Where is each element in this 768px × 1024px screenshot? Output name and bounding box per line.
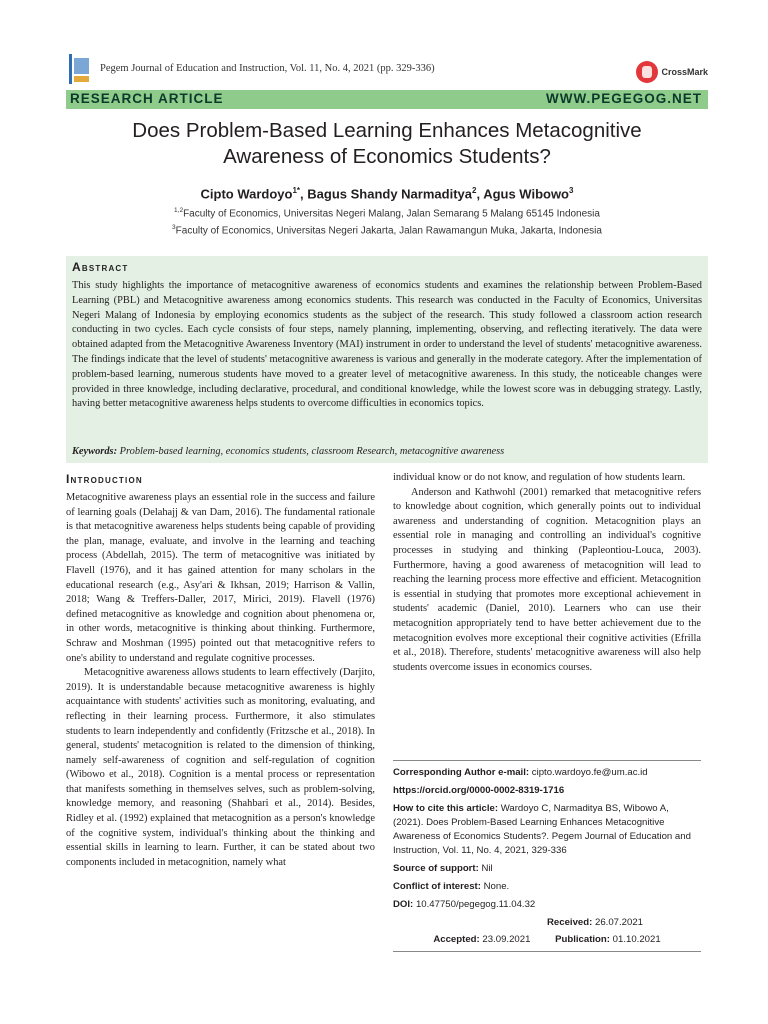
- received-date: [393, 916, 701, 930]
- keywords-text: Problem-based learning, economics students, classroom Research, metacognitive awareness: [119, 446, 505, 457]
- keywords-label: Keywords:: [72, 446, 118, 457]
- email-label: Corresponding Author e-mail:: [393, 767, 530, 778]
- cite-text: Wardoyo C, Narmaditya BS, Wibowo A, (2021). Does Problem-Based Learning Enhances Metacognitive Awareness of Economics Students?. Pegem Journal of Education and Instruction, Vol. 11, No. 4, 2021, 329-336: [393, 803, 691, 856]
- doi-link[interactable]: 10.47750/pegegog.11.04.32: [415, 899, 536, 910]
- body-paragraph: individual know or do not know, and regulation of how students learn.: [393, 472, 686, 483]
- publication-label: Publication:: [555, 934, 610, 945]
- author-sup: 2: [471, 186, 477, 195]
- left-column: [66, 491, 375, 870]
- abstract-heading: Abstract: [72, 260, 129, 274]
- accepted-publication-dates: [393, 933, 701, 947]
- body-paragraph: Metacognitive awareness plays an essential role in the success and failure of learning goals (Delahajj & van Dam, 2016). The fundamental rationale is that metacognitive awareness helps students being capable of providing the plan, manage, evaluate, and involve in the learning and teaching process (Abdellah, 2015). The term of metacognitive was initiated by Flavell (1976), and it has gained attention for many scholars in the educational research (e.g., Asy'ari & Ikhsan, 2019; Harrison & Vallin, 2018; Wang & Treffers-Daller, 2017, Mirici, 2019). Flavell (1976) defined metacognitive as knowledge and cognition about phenomena or, in other words, metacognitive is thinking about thinking. Furthermore, Schraw and Moshman (1995) pointed out that metacognitive refers to one's ability to understand and regulate cognitive processes.: [66, 492, 375, 664]
- received-value: 26.07.2021: [594, 917, 643, 928]
- accepted-value: 23.09.2021: [482, 934, 531, 945]
- body-paragraph: Metacognitive awareness allows students to learn effectively (Darjito, 2019). It is understandable because metacognitive awareness is highly acquaintance with students' activities such as monitoring, evaluating, and reflecting in their learning process. Furthermore, it also stimulates students to learn independently and confidently (Fritzsche et al., 2018). In general, students' metacognition is related to the dimension of thinking, namely self-awareness of cognition and self-regulation of cognition (Wibowo et al., 2018). Cognition is a mental process or representation that manifests something in themselves selves, such as problem-solving, knowledge memory, and reasoning (Shahbari et al., 2014). Besides, Ridley et al. (1992) explained that metacognition as a person's knowledge of the cognitive system, individual's thinking about the thinking and essential skills in learning to learn. Further, it can be stated about two components included in metacognition, namely what: [66, 667, 375, 868]
- orcid-link[interactable]: [393, 784, 701, 798]
- doi-label: DOI:: [393, 899, 414, 910]
- introduction-heading: Introduction: [66, 472, 143, 486]
- right-column: [393, 471, 701, 675]
- journal-citation: Pegem Journal of Education and Instruction, Vol. 11, No. 4, 2021 (pp. 329-336): [100, 63, 435, 74]
- title-line-1: Does Problem-Based Learning Enhances Metacognitive: [132, 119, 642, 142]
- author-name: Agus Wibowo: [483, 186, 570, 202]
- article-title: [66, 118, 708, 170]
- article-banner: [66, 90, 708, 109]
- crossmark-label: CrossMark: [661, 67, 708, 77]
- conflict-value: None.: [483, 881, 510, 892]
- accepted-label: Accepted:: [433, 934, 480, 945]
- author-name: Cipto Wardoyo: [200, 186, 293, 202]
- keywords: [72, 446, 504, 457]
- crossmark-icon: [636, 61, 658, 83]
- affiliation-sup: 1,2: [174, 207, 184, 214]
- abstract-text: This study highlights the importance of metacognitive awareness of economics students and examines the relationship between Problem-Based Learning (PBL) and Metacognitive awareness among economics students. This research was conducted in the Faculty of Economics, Universitas Negeri Malang of Indonesia by employing economics students as the subject of the research. This study followed a classroom action research conducting in two cycles. Each cycle consists of four steps, namely planning, implementing, observing, and reflecting iteratively. The data were obtained adapted from the Metacognitive Awareness Inventory (MAI) instrument in order to understand the level of students' metacognitive awareness. The findings indicate that the level of students' metacognitive awareness is various and generally in the moderate category. After the implementation of problem-based learning, numerous students have moved to a greater level of metacognitive awareness. In this study, the noticeable changes were provided in three knowledge, including declarative, procedural, and conditional knowledge, while the lowest score was in debugging strategy. Lastly, having better metacognitive awareness helps students to overcome difficulties in economics topics.: [72, 280, 702, 410]
- crossmark-badge[interactable]: [636, 58, 708, 86]
- affiliation-sup: 3: [172, 224, 176, 231]
- author-sup: 3: [569, 186, 574, 195]
- doi: [393, 898, 701, 912]
- affiliation: [66, 224, 708, 236]
- source-of-support: [393, 862, 701, 876]
- journal-logo: [66, 52, 92, 86]
- article-info-box: [393, 760, 701, 952]
- body-paragraph: Anderson and Kathwohl (2001) remarked that metacognitive refers to knowledge about cognition, which generally points out to individual awareness and understanding of cognition. Metacognition plays an essential role in managing and controlling an individual's cognitive processes in studying and thinking (Papleontiou-Louca, 2003). Furthermore, having a good awareness of metacognition will lead to reaching the learning process more effective and efficient. Metacognition is essential in studying that promotes more exceptional achievement in students' academic (Daniel, 2010). Learners who can use their metacognition appropriately tend to have better achievement due to the metacognition evolves more exceptional their cognitive activities (Efrilla et al., 2018). Therefore, students' metacognitive awareness will also help students overcome issues in economics courses.: [393, 486, 701, 673]
- author-name: Bagus Shandy Narmaditya: [307, 186, 472, 202]
- support-value: Nil: [481, 863, 493, 874]
- affiliation: [66, 207, 708, 219]
- email-link[interactable]: cipto.wardoyo.fe@um.ac.id: [531, 767, 648, 778]
- corresponding-author: [393, 766, 701, 780]
- received-label: Received:: [546, 917, 593, 928]
- publication-value: 01.10.2021: [612, 934, 661, 945]
- affiliation-text: Faculty of Economics, Universitas Negeri Malang, Jalan Semarang 5 Malang 65145 Indonesia: [183, 208, 600, 220]
- conflict-label: Conflict of interest:: [393, 881, 481, 892]
- author-list: Cipto Wardoyo$^{1*}$, Bagus Shandy Narmaditya$^2$, Agus Wibowo$^3$: [200, 186, 574, 202]
- conflict-of-interest: [393, 880, 701, 894]
- affiliation-text: Faculty of Economics, Universitas Negeri Jakarta, Jalan Rawamangun Muka, Jakarta, Indonesia: [175, 225, 602, 237]
- citation: [393, 802, 701, 858]
- title-line-2: Awareness of Economics Students?: [223, 145, 551, 168]
- orcid-url[interactable]: https://orcid.org/0000-0002-8319-1716: [393, 785, 565, 796]
- page-header: [66, 52, 708, 92]
- article-type: RESEARCH ARTICLE: [70, 91, 224, 106]
- author-sup: 1*: [292, 186, 301, 195]
- support-label: Source of support:: [393, 863, 479, 874]
- cite-label: How to cite this article:: [393, 803, 499, 814]
- journal-website-link[interactable]: WWW.PEGEGOG.NET: [546, 91, 702, 106]
- abstract-section: [66, 256, 708, 463]
